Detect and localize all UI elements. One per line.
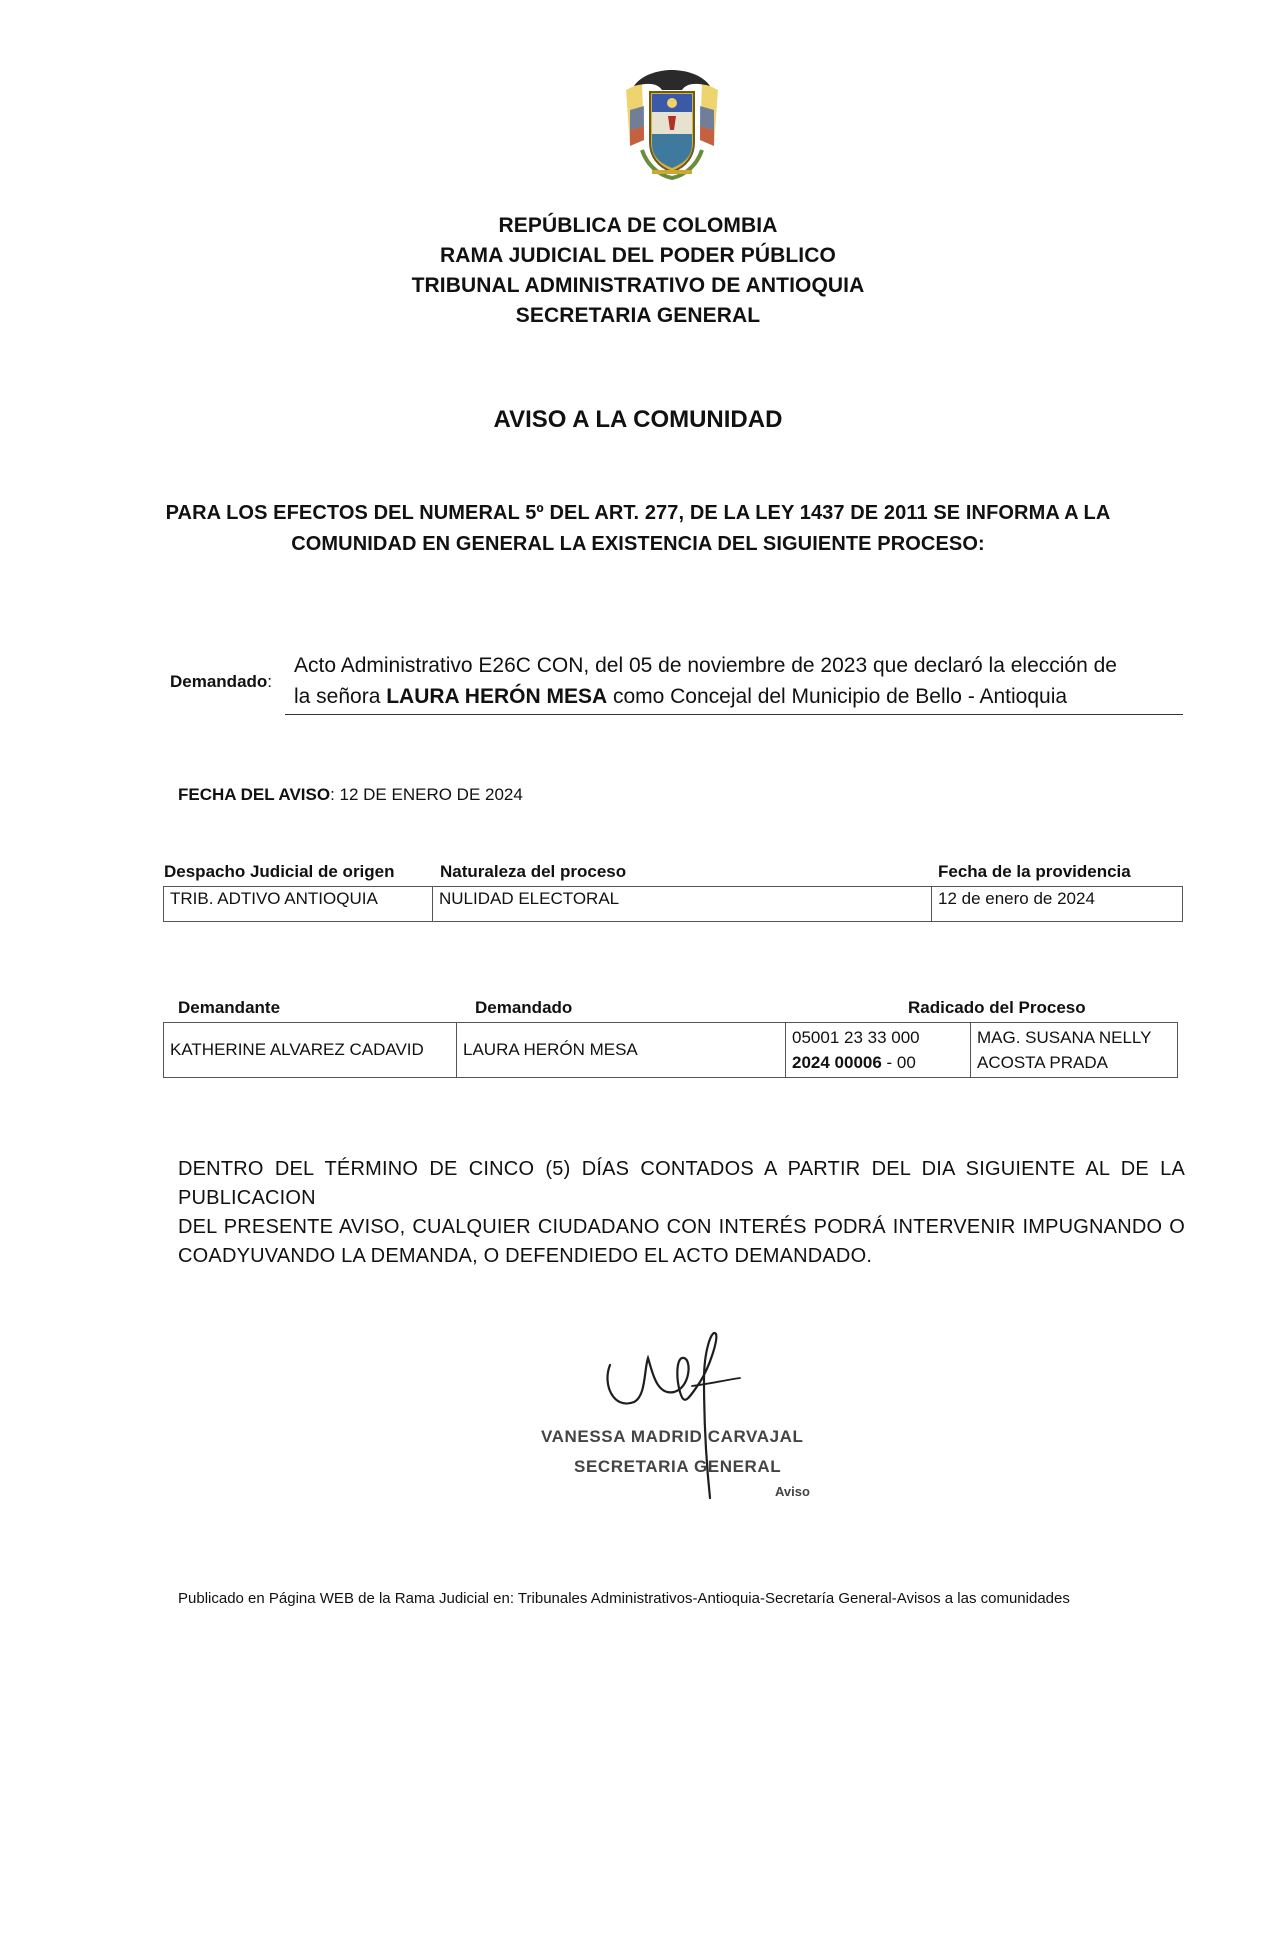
magistrado-line1: MAG. SUSANA NELLY [977,1028,1152,1047]
magistrado-line2: ACOSTA PRADA [977,1053,1108,1072]
table-row [164,1023,1178,1078]
footer-publication-note: Publicado en Página WEB de la Rama Judicial en: Tribunales Administrativos-Antioquia-Secretaría General-Avisos a las comunidades [178,1590,1070,1607]
header-secretaria: SECRETARIA GENERAL [515,304,761,327]
demandado-description [285,650,1183,715]
header-country: REPÚBLICA DE COLOMBIA [498,214,778,237]
table2-cell-demandante: KATHERINE ALVAREZ CADAVID [164,1023,457,1078]
body-line3: COADYUVANDO LA DEMANDA, O DEFENDIEDO EL ACTO DEMANDADO. [178,1245,873,1267]
table1-cell-fecha: 12 de enero de 2024 [932,887,1183,922]
demandado-label-colon: : [267,672,273,691]
radicado-number: 2024 00006 [792,1053,882,1072]
coat-of-arms-logo [612,60,732,185]
table1-cell-despacho: TRIB. ADTIVO ANTIOQUIA [164,887,433,922]
table-row [164,887,1183,922]
radicado-suffix: - 00 [881,1053,916,1072]
body-line2: DEL PRESENTE AVISO, CUALQUIER CIUDADANO CON INTERÉS PODRÁ INTERVENIR IMPUGNANDO O [178,1216,1185,1238]
signer-name: VANESSA MADRID CARVAJAL [541,1427,804,1446]
fecha-aviso [178,785,523,805]
demandado-name: LAURA HERÓN MESA [386,685,608,708]
table2-cell-magistrado [971,1023,1178,1078]
notice-intro-line1: PARA LOS EFECTOS DEL NUMERAL 5º DEL ART. 277, DE LA LEY 1437 DE 2011 SE INFORMA A LA [165,502,1111,524]
table2-cell-radicado [786,1023,971,1078]
fecha-aviso-value: : 12 DE ENERO DE 2024 [330,785,523,804]
demandado-label-wrap [170,672,272,692]
table2-cell-demandado: LAURA HERÓN MESA [457,1023,786,1078]
body-line1: DENTRO DEL TÉRMINO DE CINCO (5) DÍAS CONTADOS A PARTIR DEL DIA SIGUIENTE AL DE LA PUBLICACION [178,1158,1185,1209]
header-tribunal: TRIBUNAL ADMINISTRATIVO DE ANTIOQUIA [411,274,865,297]
table1-cell-naturaleza: NULIDAD ELECTORAL [433,887,932,922]
demandado-line2 [294,681,1067,712]
table2 [163,1022,1178,1078]
notice-title: AVISO A LA COMUNIDAD [493,406,783,433]
radicado-line2 [792,1050,964,1075]
notice-intro-line2: COMUNIDAD EN GENERAL LA EXISTENCIA DEL SIGUIENTE PROCESO: [291,533,985,555]
radicado-line1: 05001 23 33 000 [792,1028,920,1047]
signer-role: SECRETARIA GENERAL [574,1457,782,1476]
header-branch: RAMA JUDICIAL DEL PODER PÚBLICO [440,244,836,267]
demandado-line1: Acto Administrativo E26C CON, del 05 de noviembre de 2023 que declaró la elección de [294,654,1117,677]
fecha-aviso-label: FECHA DEL AVISO [178,785,331,804]
signature-tag: Aviso [775,1484,810,1499]
table1 [163,886,1183,922]
table2-header-demandado: Demandado [475,998,573,1017]
table1-header-fecha: Fecha de la providencia [938,862,1131,881]
table2-header-radicado: Radicado del Proceso [908,998,1086,1017]
table1-header-despacho: Despacho Judicial de origen [164,862,395,881]
demandado-line2-suffix: como Concejal del Municipio de Bello - Antioquia [607,685,1068,708]
body-paragraph [178,1155,1185,1271]
table1-header-naturaleza: Naturaleza del proceso [440,862,627,881]
demandado-line2-prefix: la señora [294,685,387,708]
table2-header-demandante: Demandante [178,998,281,1017]
demandado-label: Demandado [170,672,268,691]
